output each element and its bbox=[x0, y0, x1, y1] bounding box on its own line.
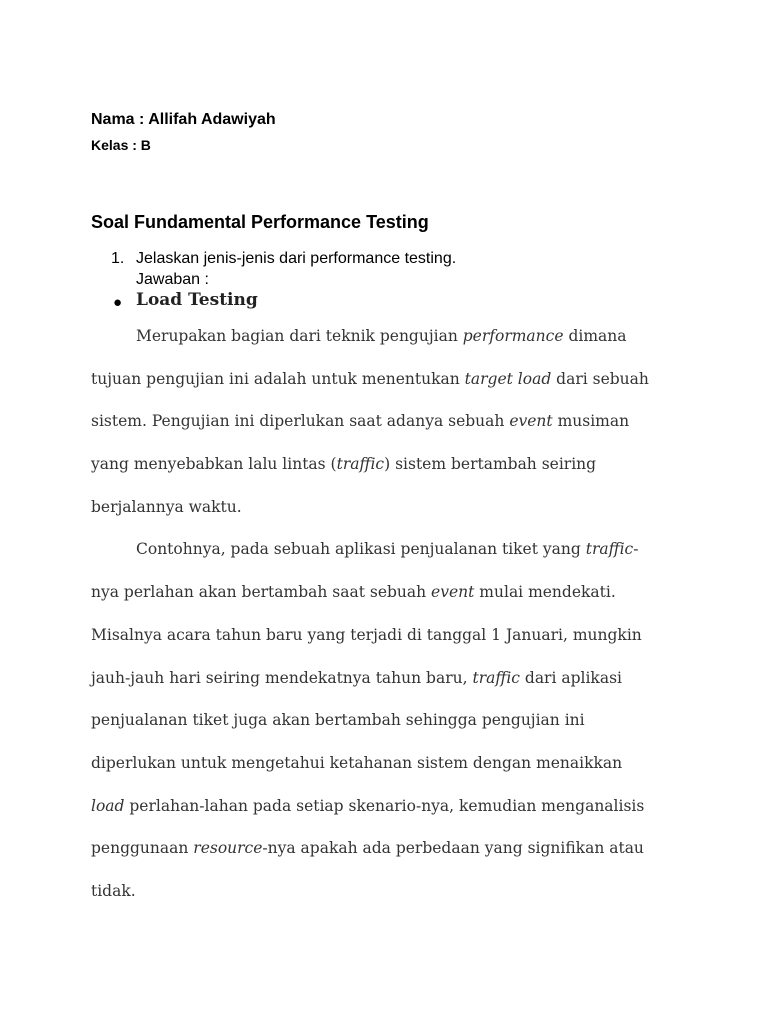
student-name: Nama : Allifah Adawiyah bbox=[91, 111, 276, 128]
paragraph-line: tidak. bbox=[91, 882, 136, 900]
document-title: Soal Fundamental Performance Testing bbox=[91, 212, 429, 232]
paragraph-line: yang menyebabkan lalu lintas (traffic) sistem bertambah seiring bbox=[91, 455, 597, 473]
paragraph-line: jauh-jauh hari seiring mendekatnya tahun baru, traffic dari aplikasi bbox=[91, 669, 622, 687]
paragraph-line: diperlukan untuk mengetahui ketahanan sistem dengan menaikkan bbox=[91, 754, 623, 772]
bullet-icon: ● bbox=[113, 294, 123, 311]
question-number: 1. bbox=[111, 250, 125, 267]
paragraph-line: penjualanan tiket juga akan bertambah sehingga pengujian ini bbox=[91, 711, 585, 729]
paragraph-line: tujuan pengujian ini adalah untuk menentukan target load dari sebuah bbox=[91, 370, 649, 388]
paragraph-line: penggunaan resource-nya apakah ada perbedaan yang signifikan atau bbox=[91, 839, 644, 857]
paragraph-line: berjalannya waktu. bbox=[91, 498, 242, 516]
question-text: Jelaskan jenis-jenis dari performance testing. bbox=[136, 250, 457, 267]
paragraph-line: sistem. Pengujian ini diperlukan saat adanya sebuah event musiman bbox=[91, 412, 630, 430]
section-heading: Load Testing bbox=[136, 290, 258, 310]
paragraph-line: Merupakan bagian dari teknik pengujian performance dimana bbox=[136, 327, 627, 345]
paragraph-line: nya perlahan akan bertambah saat sebuah event mulai mendekati. bbox=[91, 583, 616, 601]
student-class: Kelas : B bbox=[91, 137, 151, 153]
paragraph-line: load perlahan-lahan pada setiap skenario-nya, kemudian menganalisis bbox=[91, 797, 645, 815]
paragraph-line: Contohnya, pada sebuah aplikasi penjualanan tiket yang traffic- bbox=[136, 540, 639, 558]
paragraph-line: Misalnya acara tahun baru yang terjadi di tanggal 1 Januari, mungkin bbox=[91, 626, 642, 644]
answer-label: Jawaban : bbox=[136, 271, 209, 288]
